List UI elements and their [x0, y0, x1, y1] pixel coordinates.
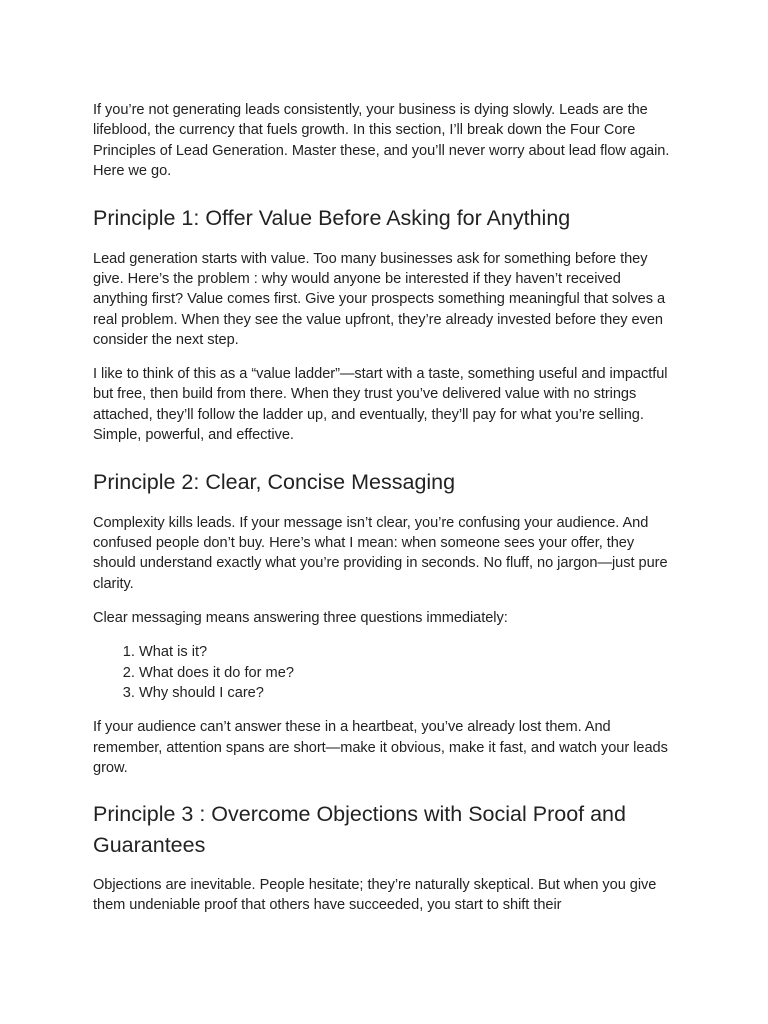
- principle-2-paragraph-2: Clear messaging means answering three questions immediately:: [93, 610, 508, 627]
- questions-list: [93, 642, 673, 703]
- principle-1-heading: Principle 1: Offer Value Before Asking for Anything: [93, 206, 571, 231]
- list-item: 3. Why should I care?: [139, 683, 673, 703]
- principle-1-paragraph-1: Lead generation starts with value. Too many businesses ask for something before they give. Here’s the problem : why would anyone be interested if they haven’t received anything first? Value comes first. Give your prospects something meaningful that solves a real problem. When they see the value upfront, they’re already invested before they even consider the next step.: [93, 250, 666, 348]
- principle-3-heading: Principle 3 : Overcome Objections with Social Proof and Guarantees: [93, 802, 626, 857]
- list-item: 1. What is it?: [139, 642, 673, 662]
- intro-paragraph: If you’re not generating leads consistently, your business is dying slowly. Leads are the lifeblood, the currency that fuels growth. In this section, I’ll break down the Four Core Principles of Lead Generation. Master these, and you’ll never worry about lead flow again. Here we go.: [93, 102, 670, 179]
- principle-2-heading: Principle 2: Clear, Concise Messaging: [93, 470, 456, 495]
- list-item: 2. What does it do for me?: [139, 663, 673, 683]
- document-page: [93, 100, 673, 916]
- principle-3-paragraph-1: Objections are inevitable. People hesitate; they’re naturally skeptical. But when you give them undeniable proof that others have succeeded, you start to shift their: [93, 877, 657, 914]
- principle-2-paragraph-3: If your audience can’t answer these in a heartbeat, you’ve already lost them. And remember, attention spans are short—make it obvious, make it fast, and watch your leads grow.: [93, 719, 668, 776]
- principle-1-paragraph-2: I like to think of this as a “value ladder”—start with a taste, something useful and impactful but free, then build from there. When they trust you’ve delivered value with no strings attached, they’ll follow the ladder up, and eventually, they’ll pay for what you’re selling. Simple, powerful, and effective.: [93, 366, 668, 444]
- principle-2-paragraph-1: Complexity kills leads. If your message isn’t clear, you’re confusing your audience. And confused people don’t buy. Here’s what I mean: when someone sees your offer, they should understand exactly what you’re providing in seconds. No fluff, no jargon—just pure clarity.: [93, 514, 668, 592]
